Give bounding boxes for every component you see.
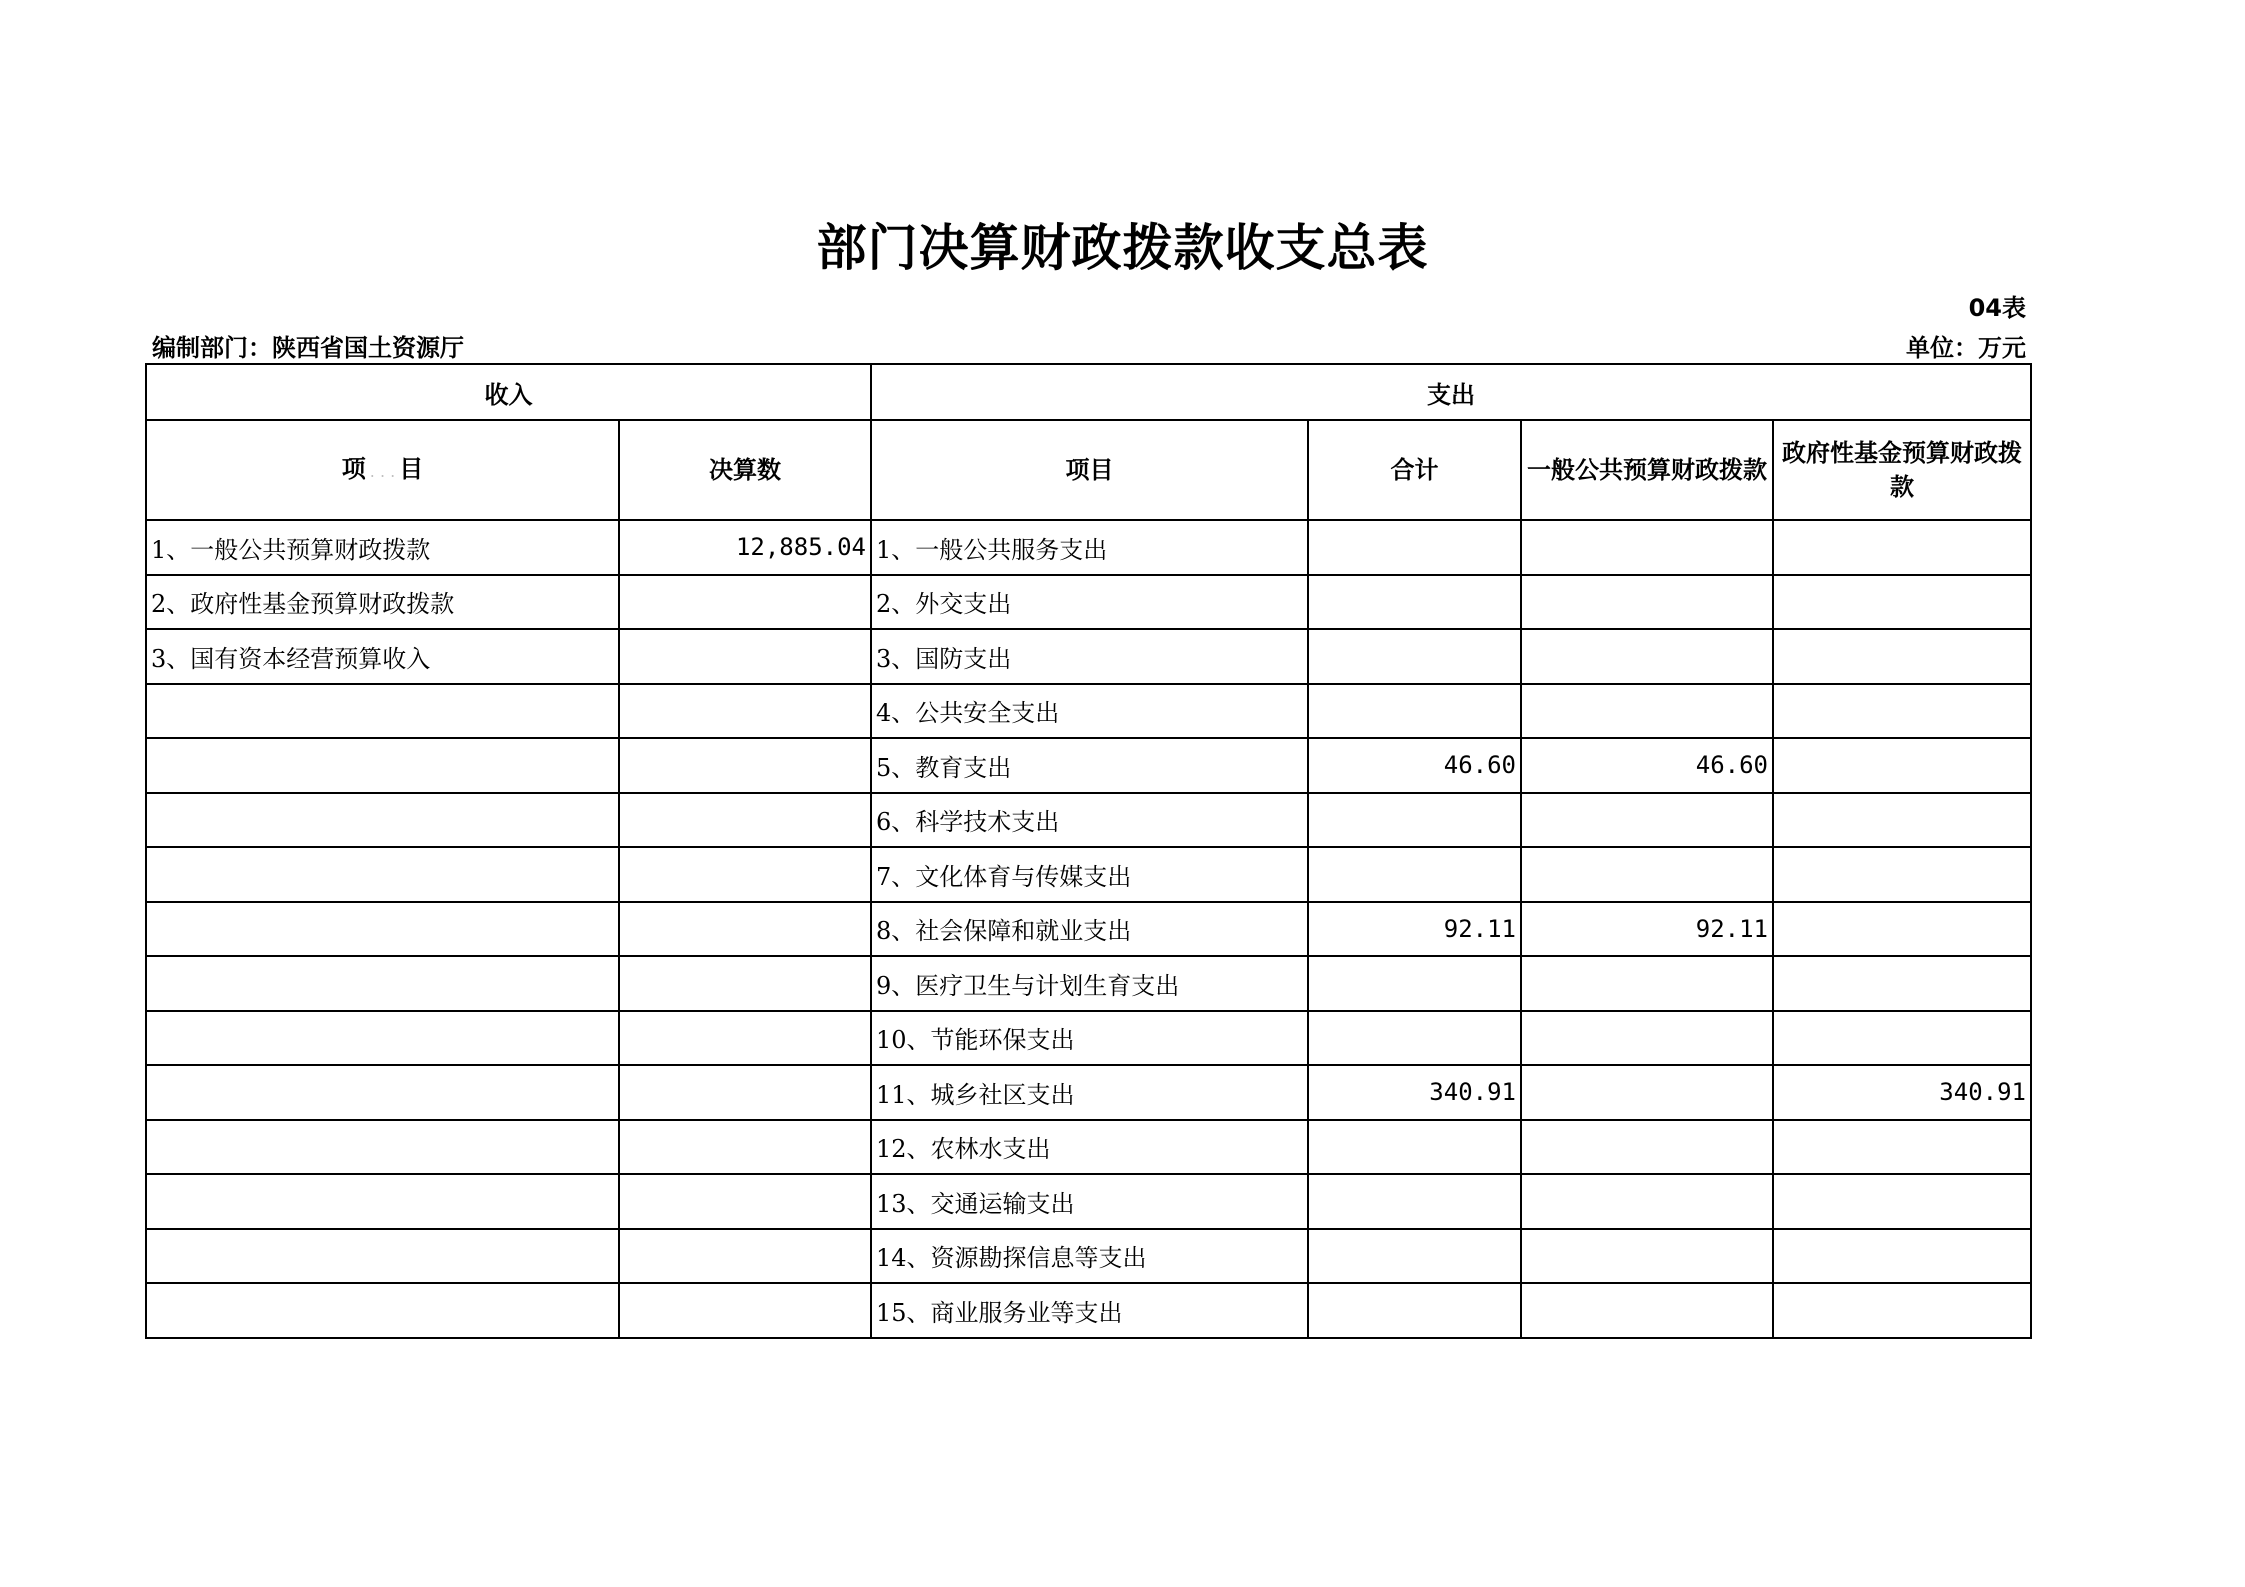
gov-fund-cell bbox=[1773, 1283, 2031, 1338]
income-amount-cell bbox=[619, 1011, 871, 1066]
income-amount-cell: 12,885.04 bbox=[619, 520, 871, 575]
total-cell bbox=[1308, 1283, 1521, 1338]
income-amount-cell bbox=[619, 738, 871, 793]
expense-item-cell: 4、公共安全支出 bbox=[871, 684, 1308, 739]
total-cell: 92.11 bbox=[1308, 902, 1521, 957]
table-row bbox=[146, 1174, 2031, 1229]
income-item-cell bbox=[146, 1011, 619, 1066]
income-amount-cell bbox=[619, 684, 871, 739]
total-header: 合计 bbox=[1308, 420, 1521, 520]
income-item-cell bbox=[146, 1229, 619, 1284]
general-budget-header: 一般公共预算财政拨款 bbox=[1521, 420, 1773, 520]
unit-label: 单位：万元 bbox=[1906, 334, 2026, 362]
income-amount-cell bbox=[619, 847, 871, 902]
expense-item-cell: 14、资源勘探信息等支出 bbox=[871, 1229, 1308, 1284]
general-budget-cell bbox=[1521, 1120, 1773, 1175]
general-budget-cell: 46.60 bbox=[1521, 738, 1773, 793]
income-amount-cell bbox=[619, 1065, 871, 1120]
gov-fund-cell bbox=[1773, 629, 2031, 684]
income-amount-cell bbox=[619, 902, 871, 957]
expense-item-cell: 7、文化体育与传媒支出 bbox=[871, 847, 1308, 902]
general-budget-cell bbox=[1521, 1174, 1773, 1229]
expense-item-cell: 5、教育支出 bbox=[871, 738, 1308, 793]
gov-fund-cell bbox=[1773, 520, 2031, 575]
page-title: 部门决算财政拨款收支总表 bbox=[816, 219, 1429, 277]
expense-item-cell: 12、农林水支出 bbox=[871, 1120, 1308, 1175]
expense-item-cell: 13、交通运输支出 bbox=[871, 1174, 1308, 1229]
income-item-cell bbox=[146, 847, 619, 902]
expense-item-cell: 1、一般公共服务支出 bbox=[871, 520, 1308, 575]
income-item-header: 项 . . . 目 bbox=[146, 420, 619, 520]
income-amount-header: 决算数 bbox=[619, 420, 871, 520]
expense-item-cell: 15、商业服务业等支出 bbox=[871, 1283, 1308, 1338]
table-row bbox=[146, 1011, 2031, 1066]
general-budget-cell bbox=[1521, 793, 1773, 848]
gov-fund-cell bbox=[1773, 1174, 2031, 1229]
table-row bbox=[146, 575, 2031, 630]
total-cell bbox=[1308, 847, 1521, 902]
table-row bbox=[146, 738, 2031, 793]
expense-item-cell: 8、社会保障和就业支出 bbox=[871, 902, 1308, 957]
form-number: 04表 bbox=[1968, 294, 2026, 322]
income-amount-cell bbox=[619, 956, 871, 1011]
expense-item-cell: 10、节能环保支出 bbox=[871, 1011, 1308, 1066]
total-cell: 340.91 bbox=[1308, 1065, 1521, 1120]
income-item-cell: 2、政府性基金预算财政拨款 bbox=[146, 575, 619, 630]
total-cell bbox=[1308, 1174, 1521, 1229]
general-budget-cell bbox=[1521, 1229, 1773, 1284]
table-row bbox=[146, 847, 2031, 902]
total-cell bbox=[1308, 793, 1521, 848]
table-row bbox=[146, 956, 2031, 1011]
general-budget-cell bbox=[1521, 520, 1773, 575]
total-cell bbox=[1308, 629, 1521, 684]
income-item-cell: 3、国有资本经营预算收入 bbox=[146, 629, 619, 684]
gov-fund-cell bbox=[1773, 902, 2031, 957]
income-item-cell bbox=[146, 1174, 619, 1229]
total-cell bbox=[1308, 956, 1521, 1011]
budget-table bbox=[145, 363, 2032, 1339]
income-item-cell: 1、一般公共预算财政拨款 bbox=[146, 520, 619, 575]
total-cell bbox=[1308, 1011, 1521, 1066]
gov-fund-cell bbox=[1773, 847, 2031, 902]
income-item-cell bbox=[146, 738, 619, 793]
column-header-row bbox=[146, 420, 2031, 520]
table-row bbox=[146, 793, 2031, 848]
gov-fund-cell: 340.91 bbox=[1773, 1065, 2031, 1120]
general-budget-cell: 92.11 bbox=[1521, 902, 1773, 957]
table-row bbox=[146, 1065, 2031, 1120]
general-budget-cell bbox=[1521, 956, 1773, 1011]
gov-fund-cell bbox=[1773, 956, 2031, 1011]
expense-item-header: 项目 bbox=[871, 420, 1308, 520]
table-row bbox=[146, 629, 2031, 684]
income-item-cell bbox=[146, 956, 619, 1011]
total-cell bbox=[1308, 575, 1521, 630]
general-budget-cell bbox=[1521, 1283, 1773, 1338]
general-budget-cell bbox=[1521, 629, 1773, 684]
income-amount-cell bbox=[619, 793, 871, 848]
income-amount-cell bbox=[619, 1229, 871, 1284]
gov-fund-cell bbox=[1773, 1011, 2031, 1066]
table-row bbox=[146, 1120, 2031, 1175]
income-amount-cell bbox=[619, 629, 871, 684]
expense-item-cell: 9、医疗卫生与计划生育支出 bbox=[871, 956, 1308, 1011]
table-row bbox=[146, 902, 2031, 957]
table-row bbox=[146, 520, 2031, 575]
table-row bbox=[146, 684, 2031, 739]
income-item-cell bbox=[146, 1283, 619, 1338]
expense-item-cell: 11、城乡社区支出 bbox=[871, 1065, 1308, 1120]
table-row bbox=[146, 1283, 2031, 1338]
total-cell: 46.60 bbox=[1308, 738, 1521, 793]
section-header-row bbox=[146, 364, 2031, 420]
general-budget-cell bbox=[1521, 847, 1773, 902]
general-budget-cell bbox=[1521, 1065, 1773, 1120]
income-amount-cell bbox=[619, 1120, 871, 1175]
general-budget-cell bbox=[1521, 575, 1773, 630]
gov-fund-header: 政府性基金预算财政拨款 bbox=[1773, 420, 2031, 520]
income-item-cell bbox=[146, 793, 619, 848]
gov-fund-cell bbox=[1773, 1120, 2031, 1175]
income-section-header: 收入 bbox=[146, 364, 871, 420]
department-label: 编制部门：陕西省国土资源厅 bbox=[152, 334, 464, 362]
gov-fund-cell bbox=[1773, 793, 2031, 848]
total-cell bbox=[1308, 1229, 1521, 1284]
income-item-cell bbox=[146, 684, 619, 739]
total-cell bbox=[1308, 684, 1521, 739]
income-amount-cell bbox=[619, 1283, 871, 1338]
expense-section-header: 支出 bbox=[871, 364, 2031, 420]
expense-item-cell: 2、外交支出 bbox=[871, 575, 1308, 630]
gov-fund-cell bbox=[1773, 1229, 2031, 1284]
income-amount-cell bbox=[619, 575, 871, 630]
gov-fund-cell bbox=[1773, 684, 2031, 739]
expense-item-cell: 3、国防支出 bbox=[871, 629, 1308, 684]
income-amount-cell bbox=[619, 1174, 871, 1229]
income-item-cell bbox=[146, 1120, 619, 1175]
income-item-cell bbox=[146, 902, 619, 957]
total-cell bbox=[1308, 1120, 1521, 1175]
table-row bbox=[146, 1229, 2031, 1284]
expense-item-cell: 6、科学技术支出 bbox=[871, 793, 1308, 848]
income-item-cell bbox=[146, 1065, 619, 1120]
general-budget-cell bbox=[1521, 684, 1773, 739]
gov-fund-cell bbox=[1773, 575, 2031, 630]
general-budget-cell bbox=[1521, 1011, 1773, 1066]
gov-fund-cell bbox=[1773, 738, 2031, 793]
total-cell bbox=[1308, 520, 1521, 575]
